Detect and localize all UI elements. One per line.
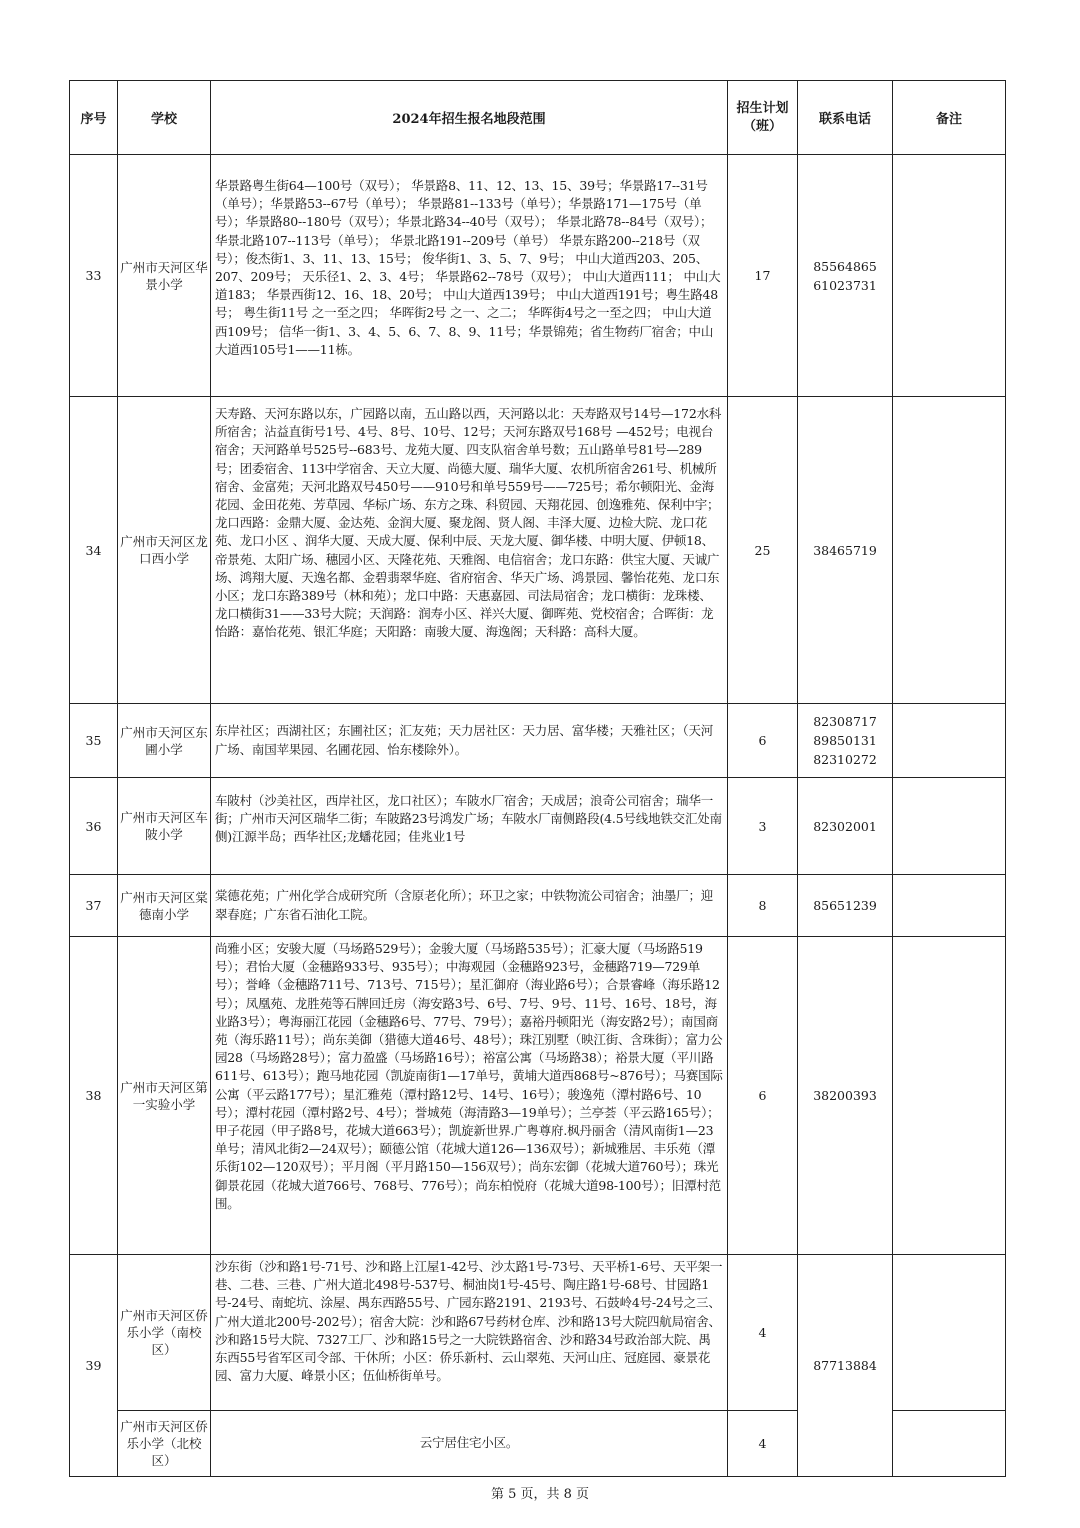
header-phone: 联系电话 bbox=[798, 81, 893, 155]
row-plan: 8 bbox=[728, 875, 798, 937]
row-range: 云宁居住宅小区。 bbox=[211, 1411, 728, 1477]
row-phone: 38200393 bbox=[798, 937, 893, 1255]
row-range: 天寿路、天河东路以东，广园路以南，五山路以西，天河路以北：天寿路双号14号—172水科所宿舍；沾益直街号1号、4号、8号、10号、12号；天河东路双号168号 —452号；电视台宿舍；天河路单号525号--683号、龙苑大厦、四支队宿舍单号数；五山路单号81号—289号；团委宿舍、113中学宿舍、天立大厦、尚德大厦、瑞华大厦、农机所宿舍261号、机械所宿舍、金富苑；天河北路双号450号——910号和单号559号——725号；希尔顿阳光、金海花园、金田花苑、芳草园、华标广场、东方之珠、科贸园、天翔花园、创逸雅苑、保利中宇；龙口西路：金鼎大厦、金达苑、金润大厦、聚龙阁、贤人阁、丰泽大厦、边检大院、龙口花苑、龙口小区 、润华大厦、天成大厦、保利中辰、天龙大厦、御华楼、中明大厦、伊顿18、帝景苑、太阳广场、穗园小区、天隆花苑、天雅阁、电信宿舍；龙口东路：供宝大厦、天诚广场、鸿翔大厦、天逸名都、金碧翡翠华庭、省府宿舍、华天广场、鸿景园、馨怡花苑、龙口东小区；龙口东路389号（林和苑）；龙口中路：天惠嘉园、司法局宿舍；龙口横街：龙珠楼、龙口横街31——33号大院；天润路：润寿小区、祥兴大厦、御晖苑、党校宿舍；合晖街：龙怡路：嘉怡花苑、银汇华庭；天阳路：南骏大厦、海逸阁；天科路：高科大厦。 bbox=[211, 397, 728, 704]
row-phone: 85651239 bbox=[798, 875, 893, 937]
row-range: 棠德花苑；广州化学合成研究所（含原老化所）；环卫之家；中铁物流公司宿舍；油墨厂；迎翠春庭；广东省石油化工院。 bbox=[211, 875, 728, 937]
header-range: 2024年招生报名地段范围 bbox=[211, 81, 728, 155]
row-note bbox=[893, 937, 1006, 1255]
row-school: 广州市天河区车陂小学 bbox=[118, 778, 211, 875]
row-phone: 82308717 89850131 82310272 bbox=[798, 704, 893, 778]
row-note bbox=[893, 1255, 1006, 1411]
row-school: 广州市天河区东圃小学 bbox=[118, 704, 211, 778]
header-row bbox=[70, 81, 1006, 155]
row-note bbox=[893, 704, 1006, 778]
row-seq: 35 bbox=[70, 704, 118, 778]
header-seq: 序号 bbox=[70, 81, 118, 155]
header-note: 备注 bbox=[893, 81, 1006, 155]
row-plan: 6 bbox=[728, 704, 798, 778]
row-plan: 4 bbox=[728, 1411, 798, 1477]
row-plan: 17 bbox=[728, 155, 798, 397]
table-row bbox=[70, 778, 1006, 875]
enrollment-table bbox=[69, 80, 1006, 1477]
row-seq: 36 bbox=[70, 778, 118, 875]
row-seq: 39 bbox=[70, 1255, 118, 1477]
row-school: 广州市天河区第一实验小学 bbox=[118, 937, 211, 1255]
row-plan: 6 bbox=[728, 937, 798, 1255]
row-range: 车陂村（沙美社区，西岸社区，龙口社区）；车陂水厂宿舍；天成居；浪奇公司宿舍；瑞华一街；广州市天河区瑞华二街；车陂路23号鸿发广场；车陂水厂南侧路段(4.5号线地铁交汇处南侧)江源半岛；西华社区;龙蟠花园；佳兆业1号 bbox=[211, 778, 728, 875]
header-school: 学校 bbox=[118, 81, 211, 155]
table-row bbox=[70, 875, 1006, 937]
header-plan: 招生计划（班） bbox=[728, 81, 798, 155]
row-phone: 82302001 bbox=[798, 778, 893, 875]
row-plan: 4 bbox=[728, 1255, 798, 1411]
row-plan: 3 bbox=[728, 778, 798, 875]
row-school: 广州市天河区华景小学 bbox=[118, 155, 211, 397]
row-seq: 38 bbox=[70, 937, 118, 1255]
row-range: 尚雅小区；安骏大厦（马场路529号）；金骏大厦（马场路535号）；汇豪大厦（马场路519号）；君怡大厦（金穗路933号、935号）；中海观园（金穗路923号，金穗路719—729单号）；誉峰（金穗路711号、713号、715号）；星汇御府（海业路6号）；合景睿峰（海乐路12号）；凤凰苑、龙胜苑等石牌回迁房（海安路3号、6号、7号、9号、11号、16号、18号，海业路3号）；粤海丽江花园（金穗路6号、77号、79号）；嘉裕丹顿阳光（海安路2号）；南国商苑（海乐路11号）；尚东美御（猎德大道46号、48号）；珠江别墅（映江街、含珠街）；富力公园28（马场路28号）；富力盈盛（马场路16号）；裕富公寓（马场路38）；裕景大厦（平川路611号、613号）；跑马地花园（凯旋南街1—17单号，黄埔大道西868号~876号）；马赛国际公寓（平云路177号）；星汇雅苑（潭村路12号、14号、16号）；骏逸苑（潭村路6号、10号）；潭村花园（潭村路2号、4号）；誉城苑（海清路3—19单号）；兰亭荟（平云路165号）；甲子花园（甲子路8号，花城大道663号）；凯旋新世界.广粤尊府.枫丹丽舍（清风南街1—23单号；清风北街2—24双号）；颐德公馆（花城大道126—136双号）；新城雅居、丰乐苑（潭乐街102—120双号）；平月阁（平月路150—156双号）；尚东宏御（花城大道760号）；珠光御景花园（花城大道766号、768号、776号）；尚东柏悦府（花城大道98-100号）；旧潭村范围。 bbox=[211, 937, 728, 1255]
row-seq: 33 bbox=[70, 155, 118, 397]
page-footer: 第 5 页，共 8 页 bbox=[490, 1487, 590, 1502]
row-school: 广州市天河区龙口西小学 bbox=[118, 397, 211, 704]
row-seq: 37 bbox=[70, 875, 118, 937]
row-school: 广州市天河区侨乐小学（北校区） bbox=[118, 1411, 211, 1477]
row-plan: 25 bbox=[728, 397, 798, 704]
table-row bbox=[70, 155, 1006, 397]
table-row bbox=[70, 704, 1006, 778]
row-phone: 38465719 bbox=[798, 397, 893, 704]
row-school: 广州市天河区侨乐小学（南校区） bbox=[118, 1255, 211, 1411]
row-phone: 87713884 bbox=[798, 1255, 893, 1477]
row-phone: 85564865 61023731 bbox=[798, 155, 893, 397]
row-seq: 34 bbox=[70, 397, 118, 704]
row-school: 广州市天河区棠德南小学 bbox=[118, 875, 211, 937]
table-row bbox=[70, 937, 1006, 1255]
row-note bbox=[893, 1411, 1006, 1477]
row-note bbox=[893, 778, 1006, 875]
row-range: 沙东街（沙和路1号-71号、沙和路上江屋1-42号、沙太路1号-73号、天平桥1-6号、天平架一巷、二巷、三巷、广州大道北498号-537号、桐油岗1号-45号、陶庄路1号-68号、甘园路1号-24号、南蛇坑、涂屋、禺东西路55号、广园东路2191、2193号、石鼓岭4号-24号之三、广州大道北200号-202号）；宿舍大院：沙和路67号药材仓库、沙和路13号大院四航局宿舍、沙和路15号大院、7327工厂、沙和路15号之一大院铁路宿舍、沙和路34号政治部大院、禺东西55号省军区司令部、干休所；小区：侨乐新村、云山翠苑、天河山庄、冠庭园、豪景花园、富力大厦、峰景小区；伍仙桥街单号。 bbox=[211, 1255, 728, 1411]
table-row bbox=[70, 1255, 1006, 1411]
row-range: 东岸社区；西湖社区；东圃社区；汇友苑；天力居社区：天力居、富华楼；天雅社区；（天河广场、南国苹果园、名圃花园、怡东楼除外）。 bbox=[211, 704, 728, 778]
table-row bbox=[70, 397, 1006, 704]
row-note bbox=[893, 397, 1006, 704]
row-note bbox=[893, 875, 1006, 937]
row-note bbox=[893, 155, 1006, 397]
row-range: 华景路粤生街64—100号（双号）； 华景路8、11、12、13、15、39号；华景路17--31号（单号）；华景路53--67号（单号）； 华景路81--133号（单号）；华景路171—175号（单号）；华景路80--180号（双号）；华景北路34--40号（双号）； 华景北路78--84号（双号）； 华景北路107--113号（单号）； 华景北路191--209号（单号） 华景东路200--218号（双号）；俊杰街1、3、11、13、15号； 俊华街1、3、5、7、9号； 中山大道西203、205、207、209号； 天乐径1、2、3、4号； 华景路62--78号（双号）； 中山大道西111； 中山大道183； 华景西街12、16、18、20号； 中山大道西139号； 中山大道西191号；粤生路48号； 粤生街11号 之一至之四； 华晖街2号 之一、之二； 华晖街4号之一至之四； 中山大道西109号； 信华一街1、3、4、5、6、7、8、9、11号；华景锦苑；省生物药厂宿舍；中山大道西105号1——11栋。 bbox=[211, 155, 728, 397]
